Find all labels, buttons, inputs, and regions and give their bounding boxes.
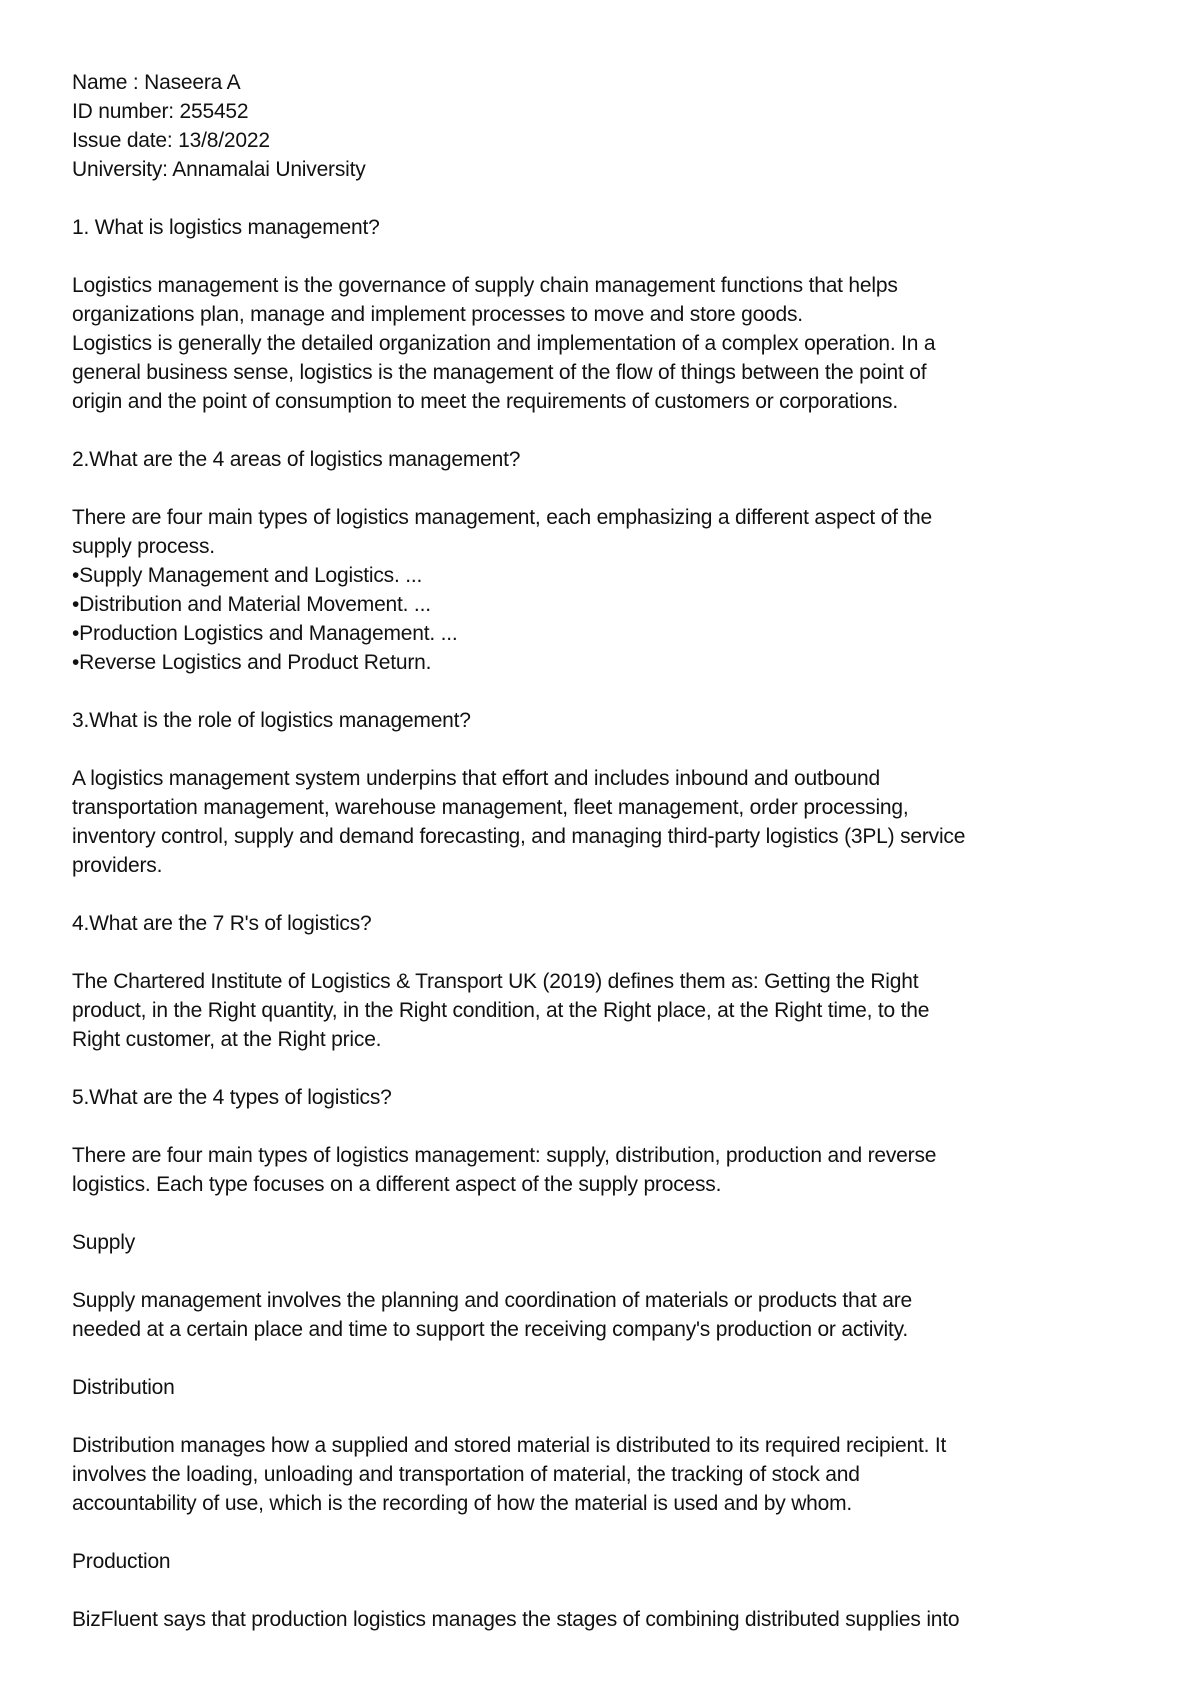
section-body-distribution: Distribution manages how a supplied and stored material is distributed to its required recipient. It involves the loading, unloading and transportation of material, the tracking of stock and accountability of use, which is the recording of how the material is used and by whom. — [72, 1434, 947, 1515]
document-page — [72, 68, 1132, 1634]
answer-1: Logistics management is the governance of supply chain management functions that helps organizations plan, manage and implement processes to move and store goods. Logistics is generally the detailed organization and implementation of a complex operation. In a general business sense, logistics is the management of the flow of things between the point of origin and the point of consumption to meet the requirements of customers or corporations. — [72, 274, 936, 413]
answer-3: A logistics management system underpins that effort and includes inbound and outbound transportation management, warehouse management, fleet management, order processing, inventory control, supply and demand forecasting, and managing third-party logistics (3PL) service providers. — [72, 767, 966, 877]
section-body-supply: Supply management involves the planning and coordination of materials or products that are needed at a certain place and time to support the receiving company's production or activity. — [72, 1289, 913, 1341]
answer-2: There are four main types of logistics management, each emphasizing a different aspect of the supply process. •Supply Management and Logistics. ... •Distribution and Material Movement. ... •Production Logistics and Management. ... •Reverse Logistics and Product Return. — [72, 503, 1132, 677]
section-heading-supply: Supply — [72, 1231, 136, 1254]
student-name: Name : Naseera A — [72, 71, 241, 94]
university: University: Annamalai University — [72, 158, 366, 181]
question-5: 5.What are the 4 types of logistics? — [72, 1086, 392, 1109]
answer-5: There are four main types of logistics management: supply, distribution, production and reverse logistics. Each type focuses on a different aspect of the supply process. — [72, 1144, 937, 1196]
list-item: •Production Logistics and Management. ... — [72, 622, 458, 645]
question-2: 2.What are the 4 areas of logistics management? — [72, 448, 521, 471]
list-item: •Reverse Logistics and Product Return. — [72, 651, 432, 674]
section-heading-distribution: Distribution — [72, 1376, 175, 1399]
id-number: ID number: 255452 — [72, 100, 249, 123]
section-heading-production: Production — [72, 1550, 171, 1573]
list-item: •Distribution and Material Movement. ... — [72, 593, 431, 616]
list-item: •Supply Management and Logistics. ... — [72, 564, 423, 587]
question-1: 1. What is logistics management? — [72, 216, 380, 239]
answer-4: The Chartered Institute of Logistics & Transport UK (2019) defines them as: Getting the Right product, in the Right quantity, in the Right condition, at the Right place, at the Right time, to the Right customer, at the Right price. — [72, 970, 930, 1051]
section-body-production: BizFluent says that production logistics manages the stages of combining distributed supplies into — [72, 1608, 960, 1631]
question-4: 4.What are the 7 R's of logistics? — [72, 912, 372, 935]
question-3: 3.What is the role of logistics management? — [72, 709, 471, 732]
header-block — [72, 68, 1132, 184]
issue-date: Issue date: 13/8/2022 — [72, 129, 270, 152]
